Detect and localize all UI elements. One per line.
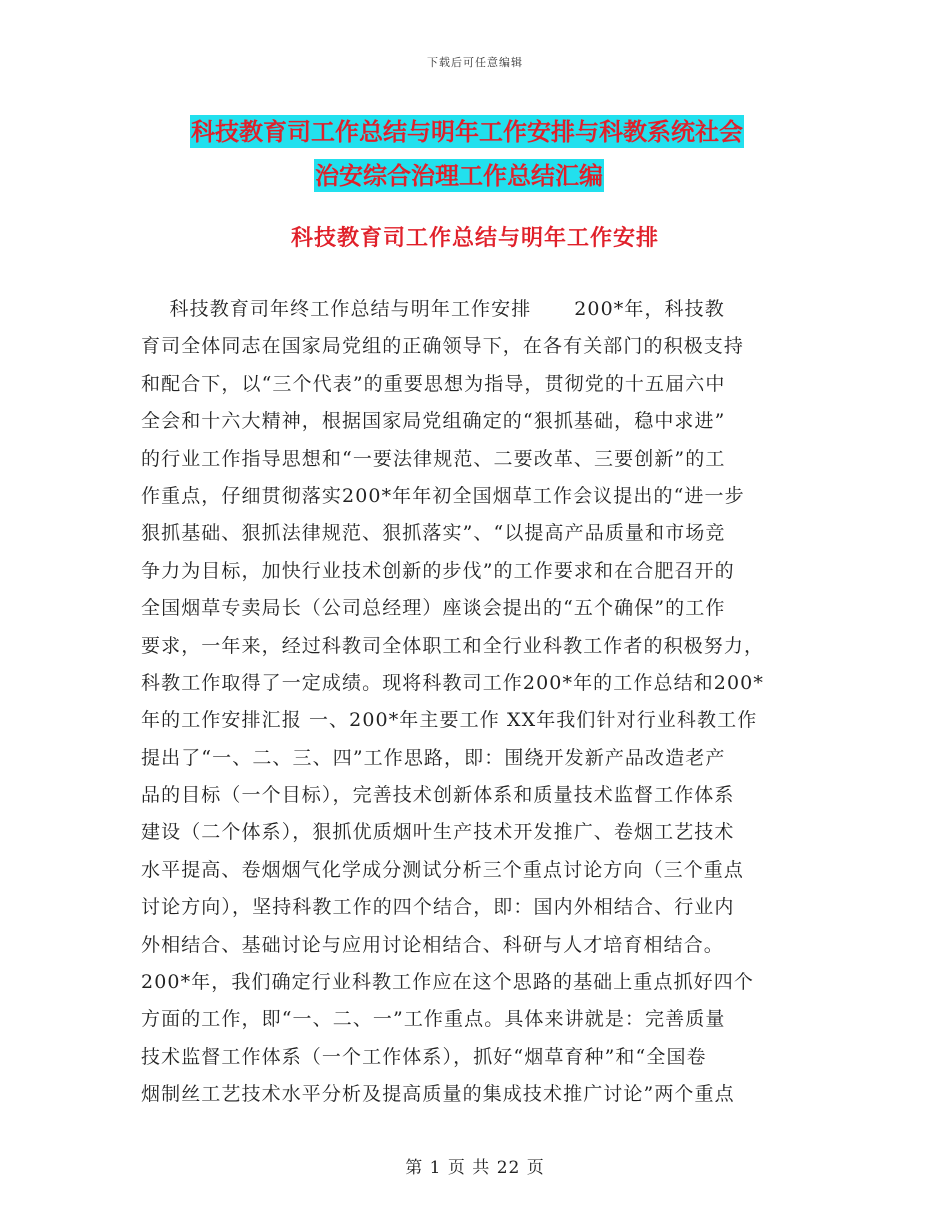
page-number-footer: 第 1 页 共 22 页 <box>405 1158 545 1178</box>
body-line: 和配合下，以“三个代表”的重要思想为指导，贯彻党的十五届六中 <box>141 372 726 395</box>
title-line-1 <box>190 110 810 154</box>
section-title: 科技教育司工作总结与明年工作安排 <box>290 225 659 251</box>
body-line: 作重点，仔细贯彻落实200*年年初全国烟草工作会议提出的“进一步 <box>141 484 745 507</box>
body-line: 育司全体同志在国家局党组的正确领导下，在各有关部门的积极支持 <box>141 335 745 358</box>
body-line: 科技教育司年终工作总结与明年工作安排 200*年，科技教 <box>141 298 725 320</box>
body-line: 要求，一年来，经过科教司全体职工和全行业科教工作者的积极努力， <box>141 634 765 657</box>
body-text <box>141 291 811 1114</box>
body-line: 技术监督工作体系（一个工作体系），抓好“烟草育种”和“全国卷 <box>141 1045 707 1068</box>
body-line: 200*年，我们确定行业科教工作应在这个思路的基础上重点抓好四个 <box>141 971 754 994</box>
body-line: 争力为目标，加快行业技术创新的步伐”的工作要求和在合肥召开的 <box>141 559 735 582</box>
header-note: 下载后可任意编辑 <box>427 56 523 69</box>
body-line: 烟制丝工艺技术水平分析及提高质量的集成技术推广讨论”两个重点 <box>141 1083 735 1106</box>
body-line: 建设（二个体系），狠抓优质烟叶生产技术开发推广、卷烟工艺技术 <box>141 821 735 844</box>
title-line-2 <box>190 154 810 198</box>
title-line-2-text: 治安综合治理工作总结汇编 <box>315 161 603 190</box>
body-line: 方面的工作，即“一、二、一”工作重点。具体来讲就是：完善质量 <box>141 1008 726 1031</box>
body-line: 狠抓基础、狠抓法律规范、狠抓落实”、“以提高产品质量和市场竞 <box>141 522 726 545</box>
title-line-1-text: 科技教育司工作总结与明年工作安排与科教系统社会 <box>191 117 743 146</box>
document-title <box>190 110 810 198</box>
body-line: 的行业工作指导思想和“一要法律规范、二要改革、三要创新”的工 <box>141 447 726 470</box>
body-line: 提出了“一、二、三、四”工作思路，即：围绕开发新产品改造老产 <box>141 746 726 769</box>
body-line: 品的目标（一个目标），完善技术创新体系和质量技术监督工作体系 <box>141 784 735 807</box>
body-line: 外相结合、基础讨论与应用讨论相结合、科研与人才培育相结合。 <box>141 933 724 956</box>
body-line: 全国烟草专卖局长（公司总经理）座谈会提出的“五个确保”的工作 <box>141 597 726 620</box>
body-line: 全会和十六大精神，根据国家局党组确定的“狠抓基础，稳中求进” <box>141 410 726 433</box>
body-line: 讨论方向），坚持科教工作的四个结合，即：国内外相结合、行业内 <box>141 896 735 919</box>
body-line: 水平提高、卷烟烟气化学成分测试分析三个重点讨论方向（三个重点 <box>141 858 745 881</box>
body-line: 科教工作取得了一定成绩。现将科教司工作200*年的工作总结和200* <box>141 671 764 694</box>
body-line: 年的工作安排汇报 一、200*年主要工作 XX年我们针对行业科教工作 <box>141 709 758 732</box>
